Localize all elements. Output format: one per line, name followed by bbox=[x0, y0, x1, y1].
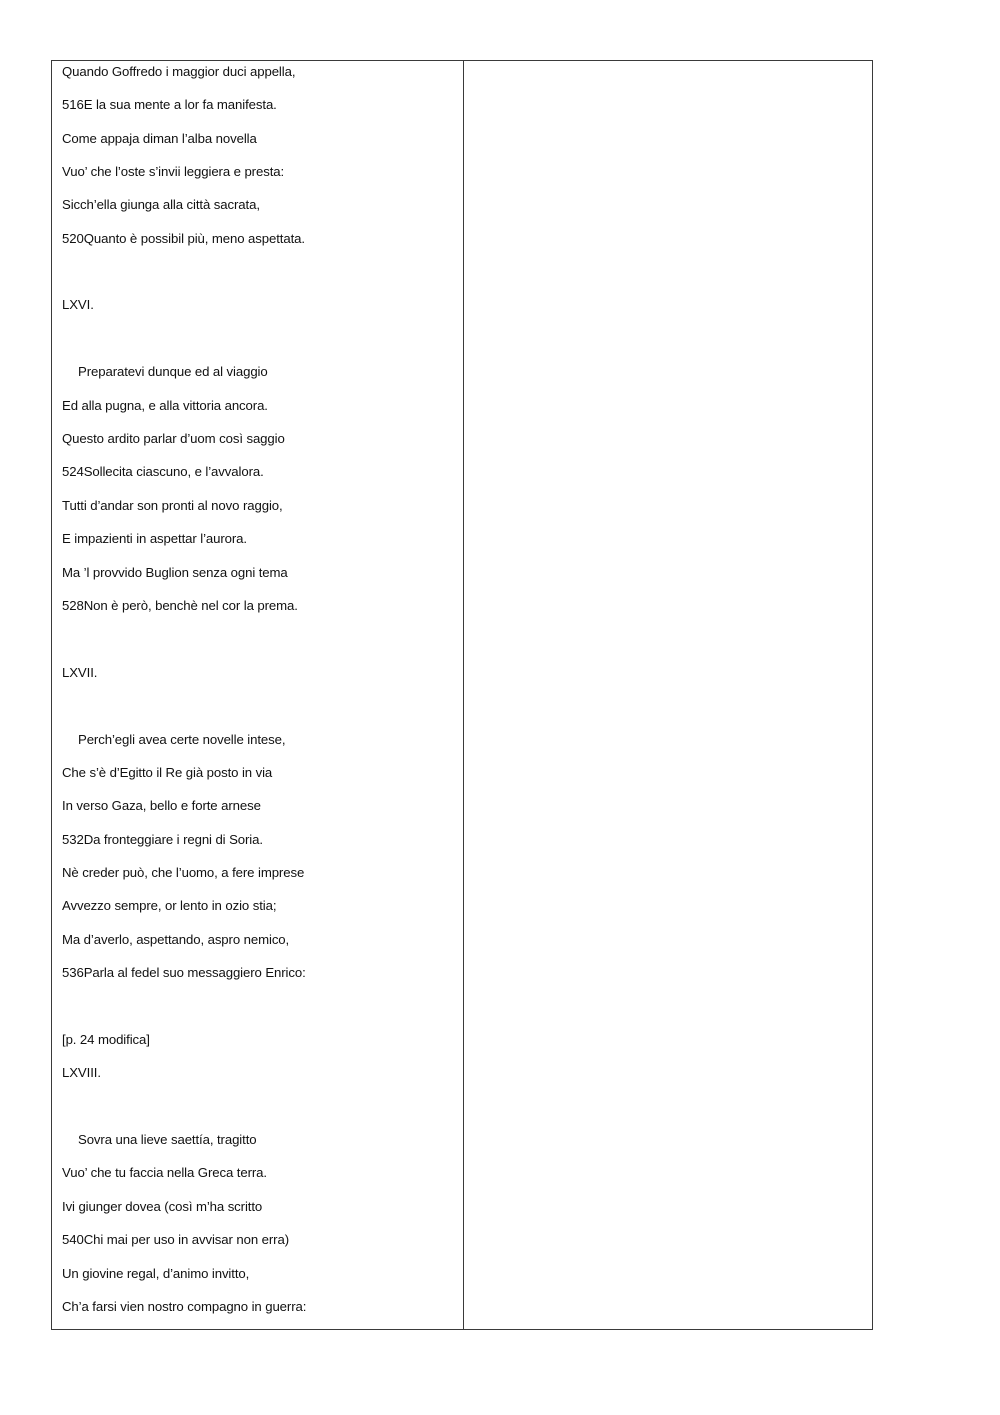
verse-line: Avvezzo sempre, or lento in ozio stia; bbox=[62, 898, 277, 913]
verse-line: Come appaja diman l’alba novella bbox=[62, 131, 257, 146]
verse-line: 540Chi mai per uso in avvisar non erra) bbox=[62, 1232, 289, 1247]
stanza-number: LXVII. bbox=[62, 665, 98, 680]
verse-line: 532Da fronteggiare i regni di Soria. bbox=[62, 832, 263, 847]
stanza-number: LXVIII. bbox=[62, 1065, 101, 1080]
verse-line: Questo ardito parlar d’uom così saggio bbox=[62, 431, 285, 446]
empty-column bbox=[464, 61, 872, 1329]
verse-line: Che s’è d’Egitto il Re già posto in via bbox=[62, 765, 273, 780]
verse-line: Preparatevi dunque ed al viaggio bbox=[78, 364, 268, 379]
verse-line: Ma d’averlo, aspettando, aspro nemico, bbox=[62, 932, 290, 947]
verse-line: Ed alla pugna, e alla vittoria ancora. bbox=[62, 398, 268, 413]
verse-line: Ch’a farsi vien nostro compagno in guerra: bbox=[62, 1299, 307, 1314]
stanza-number: LXVI. bbox=[62, 297, 94, 312]
verse-line: Nè creder può, che l’uomo, a fere imprese bbox=[62, 865, 305, 880]
verse-line: 520Quanto è possibil più, meno aspettata. bbox=[62, 231, 305, 246]
verse-line: 524Sollecita ciascuno, e l’avvalora. bbox=[62, 464, 264, 479]
verse-line: 516E la sua mente a lor fa manifesta. bbox=[62, 97, 277, 112]
verse-line: Ma ’l provvido Buglion senza ogni tema bbox=[62, 565, 288, 580]
verse-line: 536Parla al fedel suo messaggiero Enrico: bbox=[62, 965, 306, 980]
verse-line: E impazienti in aspettar l’aurora. bbox=[62, 531, 247, 546]
verse-line: Tutti d’andar son pronti al novo raggio, bbox=[62, 498, 283, 513]
verse-line: Perch’egli avea certe novelle intese, bbox=[78, 732, 286, 747]
verse-line: Ivi giunger dovea (così m’ha scritto bbox=[62, 1199, 263, 1214]
verse-line: Un giovine regal, d’animo invitto, bbox=[62, 1266, 250, 1281]
verse-line: Sicch’ella giunga alla città sacrata, bbox=[62, 197, 260, 212]
verse-line: Vuo’ che l’oste s’invii leggiera e presta: bbox=[62, 164, 285, 179]
text-column bbox=[52, 61, 463, 1329]
verse-line: Quando Goffredo i maggior duci appella, bbox=[62, 64, 296, 79]
page-marker: [p. 24 modifica] bbox=[62, 1032, 150, 1047]
verse-line: 528Non è però, benchè nel cor la prema. bbox=[62, 598, 298, 613]
verse-line: Vuo’ che tu faccia nella Greca terra. bbox=[62, 1165, 267, 1180]
verse-line: Sovra una lieve saettía, tragitto bbox=[78, 1132, 257, 1147]
verse-line: In verso Gaza, bello e forte arnese bbox=[62, 798, 261, 813]
text-table bbox=[51, 60, 873, 1330]
